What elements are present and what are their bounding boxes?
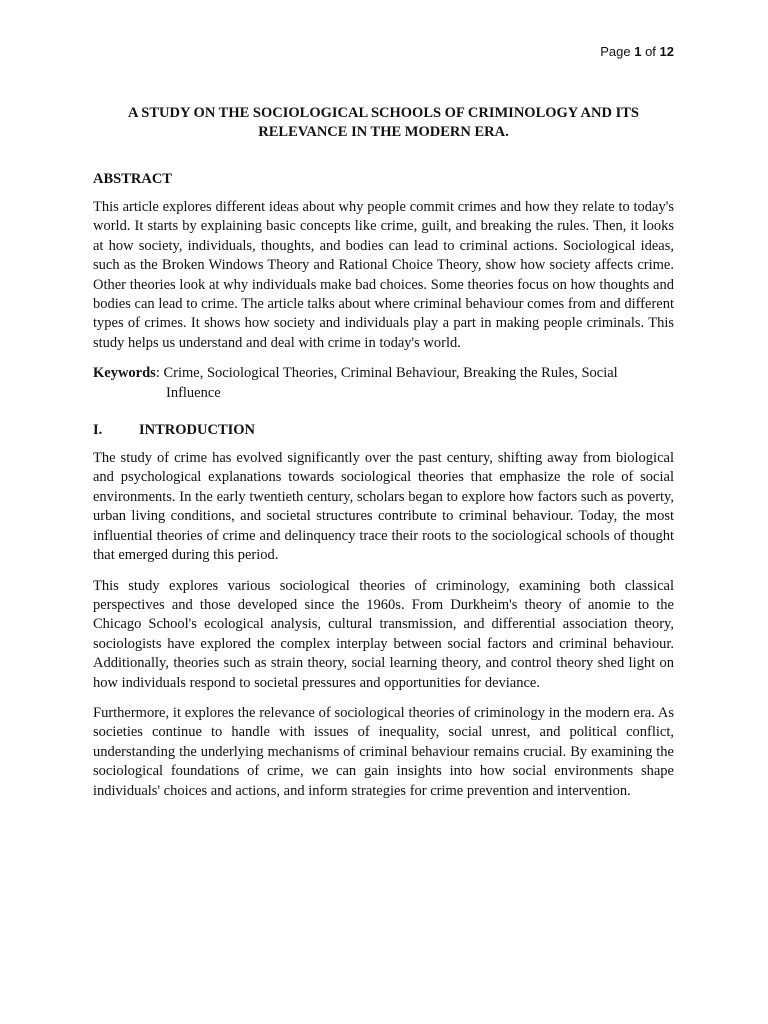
document-title: A STUDY ON THE SOCIOLOGICAL SCHOOLS OF CRIMINOLOGY AND ITS RELEVANCE IN THE MODERN ERA. [128,105,639,140]
document-content [93,104,674,812]
keywords-line [93,364,674,403]
current-page: 1 [634,44,642,59]
section-title: INTRODUCTION [139,422,256,439]
keywords-text: : Crime, Sociological Theories, Criminal Behaviour, Breaking the Rules, Social Influence [155,365,618,401]
intro-paragraph-3: Furthermore, it explores the relevance of sociological theories of criminology in the modern era. As societies continue to handle with issues of inequality, social unrest, and political conflict, understanding the underlying mechanisms of criminal behaviour remains crucial. By examining the sociological foundations of crime, we can gain insights into how social environments shape individuals' choices and actions, and inform strategies for crime prevention and intervention. [93,704,674,799]
intro-paragraph-1: The study of crime has evolved significantly over the past century, shifting away from biological and psychological explanations towards sociological theories that emphasize the role of social environments. In the early twentieth century, scholars began to explore how factors such as poverty, urban living conditions, and societal structures contribute to criminal behaviour. Today, the most influential theories of crime and delinquency trace their roots to the sociological schools of thought that emerged during this period. [93,450,674,564]
page-of: of [641,44,660,59]
abstract-paragraph: This article explores different ideas about why people commit crimes and how they relate to today's world. It starts by explaining basic concepts like crime, guilt, and breaking the rules. Then, it looks at how society, individuals, thoughts, and bodies can lead to criminal actions. Sociological ideas, such as the Broken Windows Theory and Rational Choice Theory, show how society affects crime. Other theories look at why individuals make bad choices. Some theories focus on how thoughts and bodies can lead to crime. The article talks about where criminal behaviour comes from and different types of crimes. It shows how society and individuals play a part in making people criminals. This study helps us understand and deal with crime in today's world. [93,199,674,351]
section-heading-introduction [93,421,674,440]
abstract-heading: ABSTRACT [93,171,172,187]
page-number [600,44,674,59]
keywords-label: Keywords [93,365,156,382]
total-pages: 12 [659,44,674,59]
section-number: I. [93,422,103,439]
page-prefix: Page [600,44,635,59]
intro-paragraph-2: This study explores various sociological theories of criminology, examining both classical perspectives and those developed since the 1960s. From Durkheim's theory of anomie to the Chicago School's ecological analysis, cultural transmission, and differential association theory, sociologists have explored the complex interplay between social factors and criminal behaviour. Additionally, theories such as strain theory, social learning theory, and control theory shed light on how individuals respond to societal pressures and opportunities for deviance. [93,577,674,691]
